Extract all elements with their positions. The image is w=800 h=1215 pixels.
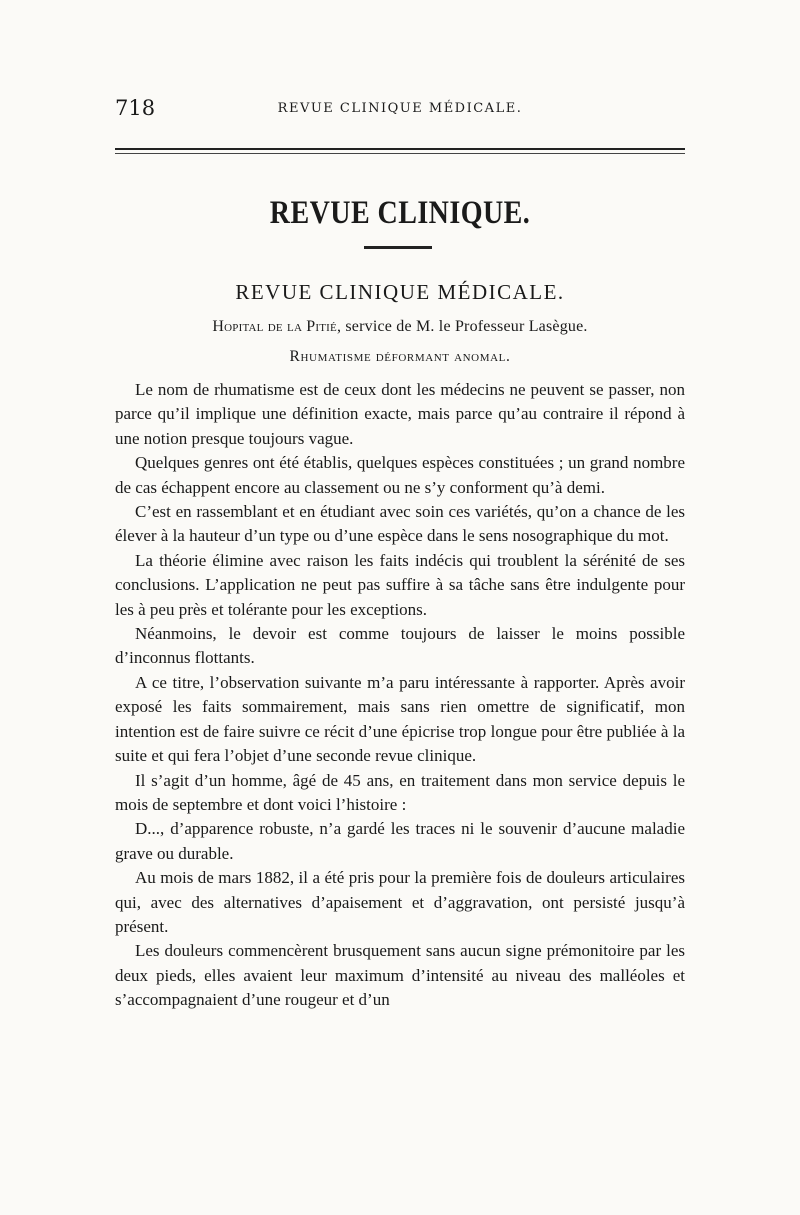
sub-title: REVUE CLINIQUE MÉDICALE. <box>235 280 565 304</box>
header-double-rule <box>115 148 685 154</box>
running-head <box>115 96 685 126</box>
paragraph: D..., d’apparence robuste, n’a gardé les traces ni le souvenir d’aucune maladie grave ou durable. <box>115 819 685 863</box>
paragraph: Néanmoins, le devoir est comme toujours de laisser le moins possible d’inconnus flottants. <box>115 624 685 668</box>
paragraph: A ce titre, l’observation suivante m’a paru intéressante à rapporter. Après avoir exposé les faits sommairement, mais sans rien omettre de significatif, mon intention est de faire suivre ce récit d’une épicrise trop longue pour être publiée à la suite et qui fera l’objet d’une seconde revue clinique. <box>115 672 685 766</box>
body-text <box>115 378 685 1013</box>
paragraph: Le nom de rhumatisme est de ceux dont les médecins ne peuvent se passer, non parce qu’il implique une définition exacte, mais parce qu’au contraire il répond à une notion presque toujours vague. <box>115 380 685 448</box>
hospital-line <box>0 318 800 336</box>
page-number: 718 <box>115 96 156 120</box>
paragraph: Quelques genres ont été établis, quelques espèces constituées ; un grand nombre de cas échappent encore au classement ou ne s’y conforment qu’à demi. <box>115 453 685 497</box>
paragraph: Les douleurs commencèrent brusquement sans aucun signe prémonitoire par les deux pieds, elles avaient leur maximum d’intensité au niveau des malléoles et s’accompagnaient d’une rougeur et d’un <box>115 941 685 1010</box>
paragraph: C’est en rassemblant et en étudiant avec soin ces variétés, qu’on a chance de les élever à la hauteur d’un type ou d’une espèce dans le sens nosographique du mot. <box>115 502 685 546</box>
paragraph: La théorie élimine avec raison les faits indécis qui troublent la sérénité de ses conclusions. L’application ne peut pas suffire à sa tâche sans être indulgente pour les à peu près et tolérante pour les exceptions. <box>115 550 685 619</box>
section-title: REVUE CLINIQUE. <box>269 195 531 231</box>
paragraph: Il s’agit d’un homme, âgé de 45 ans, en traitement dans mon service depuis le mois de septembre et dont voici l’histoire : <box>115 770 685 814</box>
hospital-service: service de M. le Professeur Lasègue. <box>341 318 588 335</box>
hospital-name: Hopital de la Pitié, <box>212 318 342 335</box>
running-title: REVUE CLINIQUE MÉDICALE. <box>277 101 523 116</box>
title-underline-rule <box>364 246 432 249</box>
paragraph: Au mois de mars 1882, il a été pris pour la première fois de douleurs articulaires qui, avec des alternatives d’apaisement et d’aggravation, ont persisté jusqu’à présent. <box>115 868 685 936</box>
case-title: Rhumatisme déformant anomal. <box>289 348 511 365</box>
